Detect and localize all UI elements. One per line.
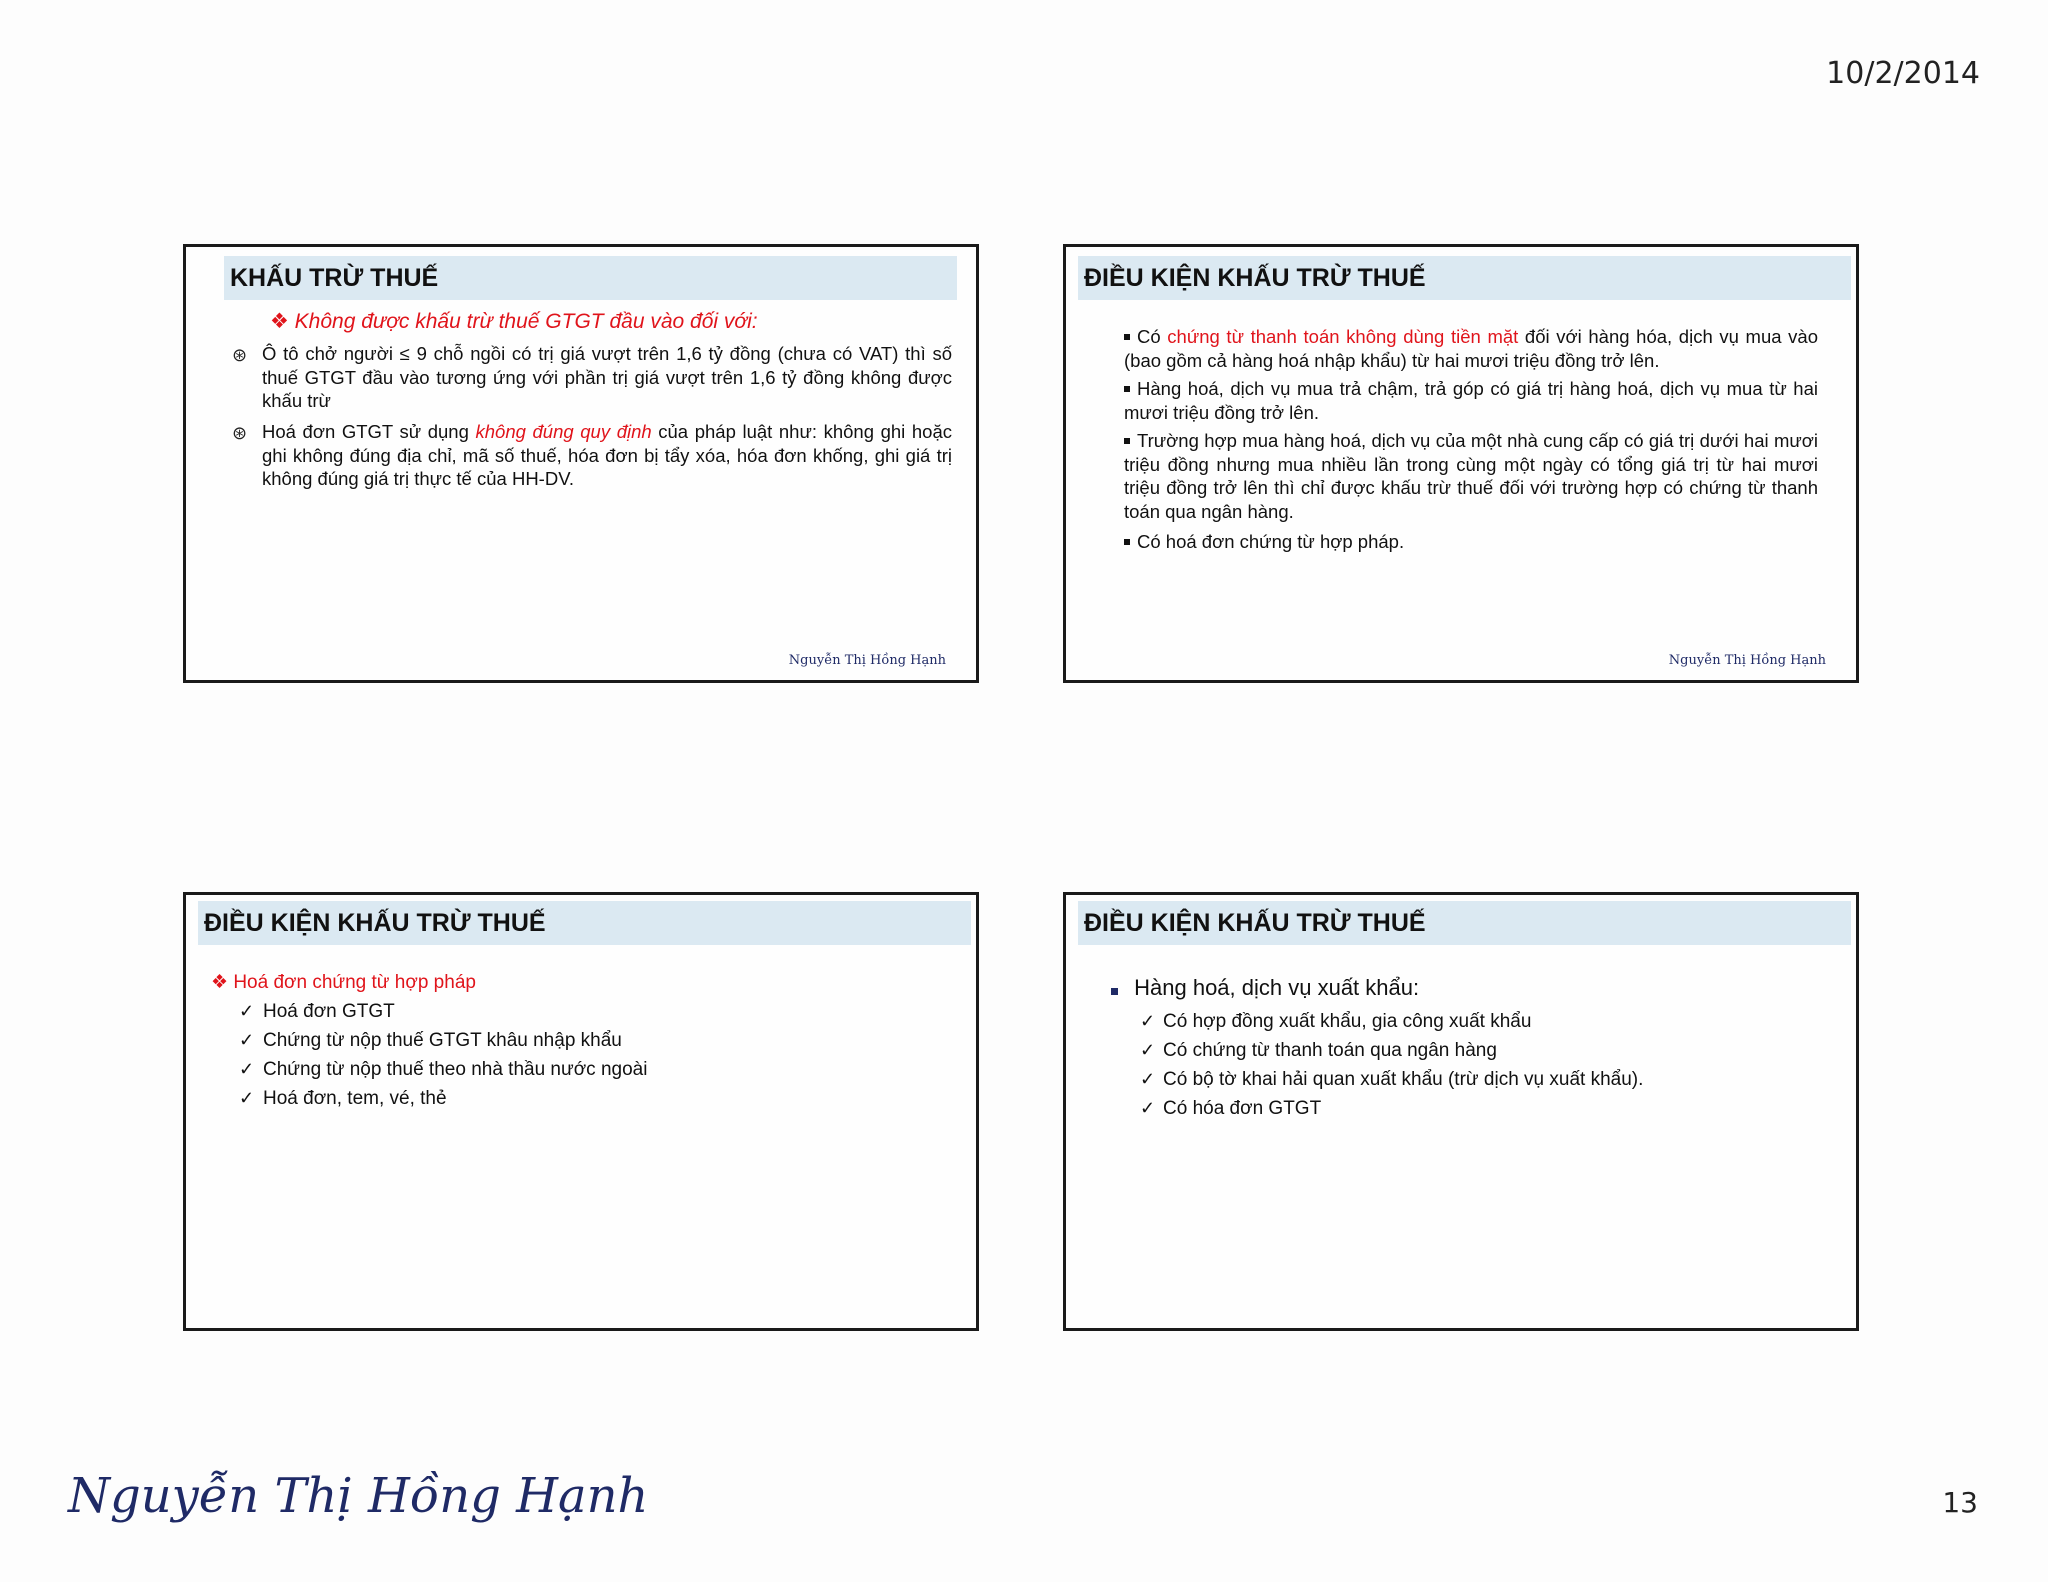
slide-3 — [183, 892, 979, 1331]
check-icon: ✓ — [1140, 1011, 1156, 1031]
slide-3-item: Hoá đơn, tem, vé, thẻ — [263, 1088, 447, 1109]
check-icon: ✓ — [239, 1001, 255, 1021]
slide-4-item: Có bộ tờ khai hải quan xuất khẩu (trừ dịch vụ xuất khẩu). — [1163, 1069, 1644, 1090]
slide-4-heading: Hàng hoá, dịch vụ xuất khẩu: — [1111, 973, 1419, 1003]
slide-3-heading: ❖ Hoá đơn chứng từ hợp pháp — [211, 972, 476, 993]
slide-3-item: Chứng từ nộp thuế GTGT khâu nhập khẩu — [263, 1030, 622, 1051]
square-bullet-icon — [1124, 386, 1130, 392]
square-bullet-icon — [1124, 334, 1130, 340]
check-icon: ✓ — [239, 1059, 255, 1079]
square-bullet-icon — [1124, 539, 1130, 545]
slide-3-title: ĐIỀU KIỆN KHẤU TRỪ THUẾ — [198, 901, 971, 945]
slide-2-title: ĐIỀU KIỆN KHẤU TRỪ THUẾ — [1078, 256, 1851, 300]
check-icon: ✓ — [1140, 1098, 1156, 1118]
slide-1-title: KHẤU TRỪ THUẾ — [224, 256, 957, 300]
check-icon: ✓ — [1140, 1040, 1156, 1060]
square-bullet-icon — [1124, 438, 1130, 444]
slide-1-signature: Nguyễn Thị Hồng Hạnh — [788, 653, 946, 668]
slide-2-signature: Nguyễn Thị Hồng Hạnh — [1668, 653, 1826, 668]
circled-star-icon: ⊛ — [232, 345, 248, 365]
footer-author: Nguyễn Thị Hồng Hạnh — [68, 1468, 649, 1524]
slide-2-bullet-4: Có hoá đơn chứng từ hợp pháp. — [1124, 530, 1818, 554]
page-number: 13 — [1942, 1486, 1978, 1519]
diamond-bullet-icon: ❖ — [211, 972, 229, 993]
slide-2-bullet-2: Hàng hoá, dịch vụ mua trả chậm, trả góp có giá trị hàng hoá, dịch vụ mua từ hai mươi triệu đồng trở lên. — [1124, 378, 1818, 423]
circled-star-icon: ⊛ — [232, 423, 248, 443]
check-icon: ✓ — [239, 1088, 255, 1108]
slide-1 — [183, 244, 979, 683]
page-date: 10/2/2014 — [1826, 56, 1980, 91]
slide-1-item-1: Ô tô chở người ≤ 9 chỗ ngồi có trị giá vượt trên 1,6 tỷ đồng (chưa có VAT) thì số thuế GTGT đầu vào tương ứng với phần trị giá vượt trên 1,6 tỷ đồng không được khấu trừ — [262, 343, 952, 411]
slide-4 — [1063, 892, 1859, 1331]
slide-2-bullet-3: Trường hợp mua hàng hoá, dịch vụ của một nhà cung cấp có giá trị dưới hai mươi triệu đồng nhưng mua nhiều lần trong cùng một ngày có tổng giá trị từ hai mươi triệu đồng trở lên thì chỉ được khấu trừ thuế đối với trường hợp có chứng từ thanh toán qua ngân hàng. — [1124, 430, 1818, 522]
square-bullet-icon — [1111, 988, 1118, 995]
slide-4-item: Có hợp đồng xuất khẩu, gia công xuất khẩu — [1163, 1011, 1532, 1032]
slide-3-item: Hoá đơn GTGT — [263, 1001, 395, 1022]
slide-4-title: ĐIỀU KIỆN KHẤU TRỪ THUẾ — [1078, 901, 1851, 945]
slide-2 — [1063, 244, 1859, 683]
slide-4-item: Có hóa đơn GTGT — [1163, 1098, 1322, 1119]
slide-1-item-2: Hoá đơn GTGT sử dụng không đúng quy định của pháp luật như: không ghi hoặc ghi không đúng địa chỉ, mã số thuế, hóa đơn bị tẩy xóa, hóa đơn khống, ghi giá trị không đúng giá trị thực tế của HH-DV. — [262, 421, 952, 489]
highlight-text: không đúng quy định — [475, 421, 652, 442]
slide-2-bullet-1: Có chứng từ thanh toán không dùng tiền mặt đối với hàng hóa, dịch vụ mua vào (bao gồm cả hàng hoá nhập khẩu) từ hai mươi triệu đồng trở lên. — [1124, 326, 1818, 371]
highlight-text: chứng từ thanh toán không dùng tiền mặt — [1167, 326, 1519, 347]
check-icon: ✓ — [239, 1030, 255, 1050]
slide-4-item: Có chứng từ thanh toán qua ngân hàng — [1163, 1040, 1497, 1061]
check-icon: ✓ — [1140, 1069, 1156, 1089]
diamond-bullet-icon: ❖ — [270, 310, 289, 333]
slide-3-item: Chứng từ nộp thuế theo nhà thầu nước ngoài — [263, 1059, 648, 1080]
slide-1-heading: ❖ Không được khấu trừ thuế GTGT đầu vào đối với: — [270, 310, 758, 333]
